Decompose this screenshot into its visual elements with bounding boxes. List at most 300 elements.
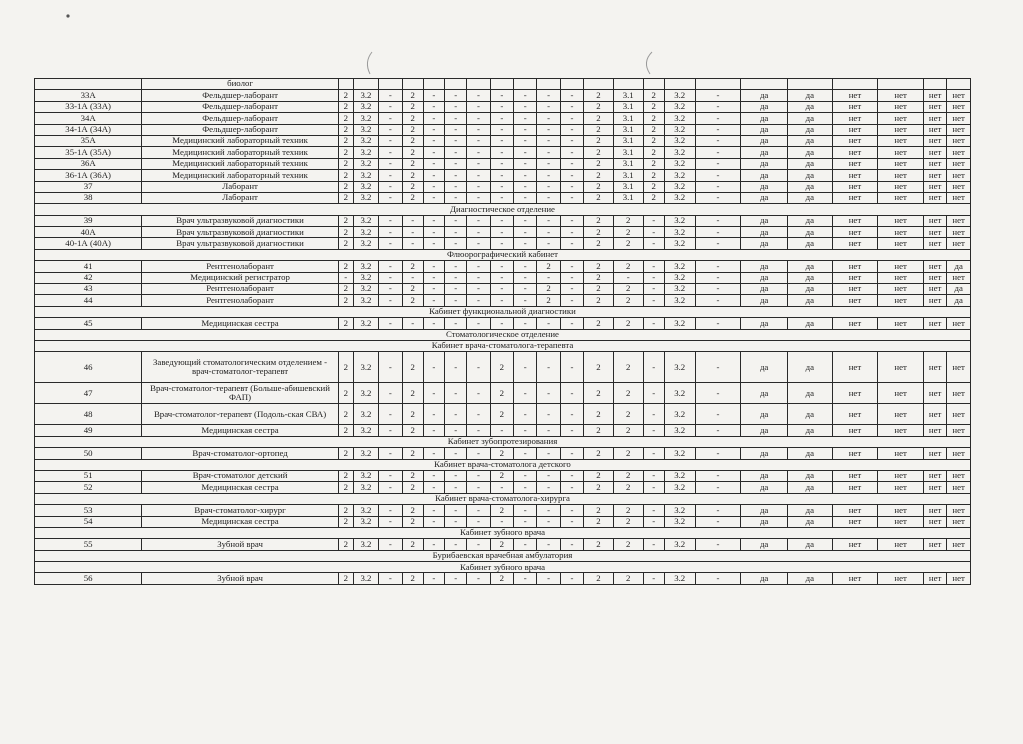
value-cell: нет: [832, 505, 878, 516]
value-cell: [695, 79, 741, 90]
value-cell: 2: [584, 170, 614, 181]
value-cell: -: [379, 90, 402, 101]
value-cell: 2: [338, 505, 353, 516]
value-cell: нет: [832, 113, 878, 124]
value-cell: -: [445, 448, 467, 459]
value-cell: -: [467, 90, 490, 101]
value-cell: 2: [338, 295, 353, 306]
value-cell: 2: [490, 573, 513, 584]
value-cell: [832, 79, 878, 90]
value-cell: [643, 79, 664, 90]
value-cell: -: [643, 425, 664, 436]
value-cell: нет: [878, 295, 924, 306]
value-cell: 2: [613, 261, 643, 272]
value-cell: 2: [338, 470, 353, 481]
value-cell: да: [788, 101, 833, 112]
value-cell: нет: [878, 404, 924, 425]
value-cell: нет: [947, 470, 971, 481]
value-cell: нет: [878, 318, 924, 329]
position-name: Заведующий стоматологическим отделением - врач-стоматолог-терапевт: [142, 352, 339, 383]
table-row: [35, 573, 971, 584]
table-row: [35, 516, 971, 527]
value-cell: -: [514, 539, 537, 550]
value-cell: [353, 79, 378, 90]
value-cell: да: [788, 147, 833, 158]
value-cell: нет: [923, 352, 946, 383]
row-number: 36-1А (36А): [35, 170, 142, 181]
value-cell: да: [741, 113, 788, 124]
value-cell: -: [560, 295, 583, 306]
value-cell: -: [537, 425, 560, 436]
value-cell: -: [445, 192, 467, 203]
value-cell: нет: [923, 170, 946, 181]
value-cell: -: [695, 383, 741, 404]
value-cell: -: [560, 101, 583, 112]
value-cell: да: [947, 261, 971, 272]
value-cell: -: [445, 135, 467, 146]
table-row: [35, 170, 971, 181]
value-cell: -: [423, 181, 444, 192]
value-cell: 3.2: [353, 90, 378, 101]
value-cell: да: [788, 215, 833, 226]
value-cell: -: [514, 215, 537, 226]
value-cell: 2: [584, 284, 614, 295]
value-cell: 3.2: [664, 101, 695, 112]
value-cell: -: [445, 272, 467, 283]
value-cell: 2: [490, 448, 513, 459]
value-cell: да: [741, 352, 788, 383]
value-cell: да: [788, 383, 833, 404]
value-cell: 2: [584, 505, 614, 516]
value-cell: нет: [923, 425, 946, 436]
value-cell: -: [490, 124, 513, 135]
value-cell: 2: [402, 158, 423, 169]
value-cell: 2: [643, 101, 664, 112]
value-cell: -: [379, 101, 402, 112]
value-cell: нет: [947, 573, 971, 584]
value-cell: -: [643, 516, 664, 527]
value-cell: -: [445, 352, 467, 383]
value-cell: нет: [947, 90, 971, 101]
value-cell: -: [379, 318, 402, 329]
value-cell: -: [514, 448, 537, 459]
table-row: [35, 181, 971, 192]
value-cell: 2: [338, 404, 353, 425]
value-cell: -: [537, 113, 560, 124]
value-cell: нет: [923, 482, 946, 493]
value-cell: нет: [878, 101, 924, 112]
position-name: Фельдшер-лаборант: [142, 101, 339, 112]
value-cell: 3.1: [613, 147, 643, 158]
value-cell: 2: [613, 482, 643, 493]
value-cell: [584, 79, 614, 90]
value-cell: -: [490, 113, 513, 124]
value-cell: да: [741, 158, 788, 169]
value-cell: -: [423, 318, 444, 329]
value-cell: да: [788, 135, 833, 146]
value-cell: 2: [338, 135, 353, 146]
row-number: 38: [35, 192, 142, 203]
value-cell: -: [560, 170, 583, 181]
position-name: Медицинская сестра: [142, 516, 339, 527]
value-cell: 3.2: [664, 539, 695, 550]
value-cell: нет: [947, 147, 971, 158]
value-cell: нет: [947, 516, 971, 527]
value-cell: 2: [613, 352, 643, 383]
value-cell: -: [560, 516, 583, 527]
value-cell: нет: [832, 482, 878, 493]
value-cell: 3.2: [353, 158, 378, 169]
value-cell: 2: [584, 101, 614, 112]
value-cell: -: [695, 238, 741, 249]
value-cell: -: [445, 158, 467, 169]
value-cell: 2: [643, 124, 664, 135]
value-cell: 3.2: [353, 539, 378, 550]
value-cell: 2: [402, 284, 423, 295]
value-cell: -: [560, 383, 583, 404]
section-title: Стоматологическое отделение: [35, 329, 971, 340]
value-cell: -: [537, 539, 560, 550]
value-cell: -: [445, 425, 467, 436]
table-row: [35, 101, 971, 112]
table-row: [35, 238, 971, 249]
value-cell: -: [514, 573, 537, 584]
value-cell: -: [423, 272, 444, 283]
value-cell: -: [423, 135, 444, 146]
value-cell: нет: [947, 170, 971, 181]
value-cell: -: [379, 573, 402, 584]
value-cell: да: [788, 90, 833, 101]
section-title: Флюорографический кабинет: [35, 249, 971, 260]
value-cell: 2: [402, 505, 423, 516]
value-cell: -: [537, 383, 560, 404]
value-cell: нет: [923, 238, 946, 249]
value-cell: нет: [923, 113, 946, 124]
value-cell: -: [445, 215, 467, 226]
value-cell: нет: [923, 158, 946, 169]
position-name: Врач-стоматолог детский: [142, 470, 339, 481]
value-cell: нет: [878, 215, 924, 226]
value-cell: 3.2: [664, 272, 695, 283]
value-cell: да: [788, 482, 833, 493]
value-cell: 2: [402, 170, 423, 181]
value-cell: 2: [643, 147, 664, 158]
value-cell: -: [695, 482, 741, 493]
value-cell: да: [741, 101, 788, 112]
value-cell: 2: [613, 505, 643, 516]
table-row: [35, 147, 971, 158]
value-cell: -: [490, 516, 513, 527]
table-row: [35, 227, 971, 238]
value-cell: -: [514, 238, 537, 249]
value-cell: да: [741, 448, 788, 459]
value-cell: нет: [878, 170, 924, 181]
value-cell: 2: [613, 227, 643, 238]
value-cell: -: [423, 295, 444, 306]
value-cell: да: [788, 573, 833, 584]
scan-mark-left: [367, 52, 372, 74]
row-number: 52: [35, 482, 142, 493]
value-cell: 3.2: [353, 135, 378, 146]
value-cell: -: [514, 318, 537, 329]
value-cell: нет: [832, 352, 878, 383]
value-cell: -: [490, 261, 513, 272]
value-cell: 2: [584, 158, 614, 169]
value-cell: -: [379, 272, 402, 283]
section-title: Бурибаевская врачебная амбулатория: [35, 550, 971, 561]
value-cell: нет: [923, 192, 946, 203]
value-cell: 2: [643, 181, 664, 192]
value-cell: -: [445, 318, 467, 329]
value-cell: нет: [832, 158, 878, 169]
value-cell: [537, 79, 560, 90]
value-cell: -: [467, 284, 490, 295]
position-name: Врач ультразвуковой диагностики: [142, 227, 339, 238]
value-cell: -: [467, 101, 490, 112]
value-cell: -: [537, 147, 560, 158]
value-cell: -: [467, 113, 490, 124]
value-cell: -: [379, 295, 402, 306]
value-cell: 3.2: [664, 147, 695, 158]
value-cell: [379, 79, 402, 90]
value-cell: -: [695, 192, 741, 203]
value-cell: да: [788, 295, 833, 306]
table-row: [35, 215, 971, 226]
value-cell: -: [537, 170, 560, 181]
value-cell: нет: [878, 124, 924, 135]
value-cell: да: [788, 516, 833, 527]
value-cell: нет: [832, 383, 878, 404]
value-cell: 2: [584, 383, 614, 404]
value-cell: -: [467, 470, 490, 481]
value-cell: да: [741, 90, 788, 101]
value-cell: -: [467, 238, 490, 249]
row-number: 45: [35, 318, 142, 329]
value-cell: 2: [490, 383, 513, 404]
position-name: Медицинская сестра: [142, 425, 339, 436]
value-cell: 2: [613, 295, 643, 306]
value-cell: -: [695, 124, 741, 135]
value-cell: нет: [832, 425, 878, 436]
value-cell: -: [379, 113, 402, 124]
value-cell: -: [514, 505, 537, 516]
row-number: 35А: [35, 135, 142, 146]
position-name: Фельдшер-лаборант: [142, 90, 339, 101]
value-cell: -: [490, 227, 513, 238]
value-cell: да: [788, 470, 833, 481]
value-cell: -: [560, 404, 583, 425]
value-cell: [788, 79, 833, 90]
value-cell: [338, 79, 353, 90]
value-cell: нет: [947, 113, 971, 124]
position-name: Медицинский регистратор: [142, 272, 339, 283]
value-cell: -: [514, 147, 537, 158]
value-cell: да: [741, 295, 788, 306]
value-cell: нет: [923, 101, 946, 112]
value-cell: -: [560, 238, 583, 249]
value-cell: -: [445, 516, 467, 527]
value-cell: -: [490, 215, 513, 226]
value-cell: нет: [878, 147, 924, 158]
value-cell: -: [695, 261, 741, 272]
section-row: [35, 329, 971, 340]
value-cell: 3.2: [664, 158, 695, 169]
value-cell: -: [643, 295, 664, 306]
table-row: [35, 284, 971, 295]
value-cell: -: [514, 170, 537, 181]
value-cell: нет: [947, 272, 971, 283]
value-cell: -: [423, 425, 444, 436]
section-row: [35, 436, 971, 447]
value-cell: 2: [613, 470, 643, 481]
value-cell: нет: [832, 101, 878, 112]
value-cell: -: [695, 539, 741, 550]
value-cell: -: [514, 135, 537, 146]
row-number: 53: [35, 505, 142, 516]
value-cell: -: [467, 404, 490, 425]
value-cell: -: [695, 181, 741, 192]
value-cell: 2: [643, 192, 664, 203]
value-cell: нет: [878, 192, 924, 203]
position-name: Врач-стоматолог-хирург: [142, 505, 339, 516]
value-cell: нет: [878, 284, 924, 295]
value-cell: -: [379, 383, 402, 404]
row-number: 55: [35, 539, 142, 550]
value-cell: 2: [613, 539, 643, 550]
section-row: [35, 527, 971, 538]
value-cell: -: [467, 425, 490, 436]
value-cell: да: [741, 272, 788, 283]
value-cell: -: [445, 295, 467, 306]
value-cell: -: [695, 135, 741, 146]
value-cell: 3.2: [664, 261, 695, 272]
value-cell: -: [423, 124, 444, 135]
value-cell: 2: [338, 124, 353, 135]
value-cell: 2: [338, 113, 353, 124]
value-cell: -: [423, 383, 444, 404]
value-cell: 2: [613, 215, 643, 226]
value-cell: -: [643, 284, 664, 295]
position-name: Медицинский лабораторный техник: [142, 170, 339, 181]
value-cell: 2: [338, 261, 353, 272]
row-number: 41: [35, 261, 142, 272]
value-cell: -: [643, 272, 664, 283]
value-cell: 3.2: [664, 227, 695, 238]
value-cell: 2: [402, 261, 423, 272]
table-row: [35, 272, 971, 283]
table-row: [35, 79, 971, 90]
value-cell: -: [445, 181, 467, 192]
value-cell: нет: [832, 272, 878, 283]
value-cell: 2: [584, 295, 614, 306]
section-row: [35, 306, 971, 317]
value-cell: 2: [338, 90, 353, 101]
position-name: Медицинский лабораторный техник: [142, 147, 339, 158]
value-cell: -: [379, 192, 402, 203]
value-cell: -: [514, 101, 537, 112]
value-cell: 2: [584, 482, 614, 493]
value-cell: 3.2: [664, 295, 695, 306]
table-row: [35, 505, 971, 516]
value-cell: 2: [402, 124, 423, 135]
value-cell: -: [695, 425, 741, 436]
value-cell: -: [467, 482, 490, 493]
value-cell: 2: [402, 295, 423, 306]
value-cell: -: [560, 470, 583, 481]
value-cell: -: [537, 124, 560, 135]
value-cell: 2: [584, 113, 614, 124]
value-cell: 2: [338, 383, 353, 404]
value-cell: да: [741, 181, 788, 192]
value-cell: нет: [832, 448, 878, 459]
value-cell: -: [379, 448, 402, 459]
value-cell: -: [613, 272, 643, 283]
value-cell: 3.2: [353, 170, 378, 181]
value-cell: -: [514, 295, 537, 306]
value-cell: нет: [832, 318, 878, 329]
value-cell: нет: [832, 238, 878, 249]
value-cell: 3.2: [353, 147, 378, 158]
position-name: Врач-стоматолог-ортопед: [142, 448, 339, 459]
value-cell: 3.1: [613, 158, 643, 169]
section-row: [35, 562, 971, 573]
value-cell: нет: [832, 192, 878, 203]
section-title: Кабинет функциональной диагностики: [35, 306, 971, 317]
value-cell: нет: [947, 227, 971, 238]
value-cell: -: [560, 352, 583, 383]
row-number: 35-1А (35А): [35, 147, 142, 158]
value-cell: -: [379, 404, 402, 425]
value-cell: -: [560, 261, 583, 272]
value-cell: да: [741, 135, 788, 146]
value-cell: 3.2: [353, 482, 378, 493]
value-cell: нет: [923, 505, 946, 516]
row-number: 39: [35, 215, 142, 226]
value-cell: -: [695, 90, 741, 101]
value-cell: -: [695, 113, 741, 124]
value-cell: -: [379, 181, 402, 192]
value-cell: 3.2: [664, 192, 695, 203]
section-title: Кабинет врача-стоматолога-хирурга: [35, 493, 971, 504]
value-cell: -: [560, 215, 583, 226]
value-cell: 2: [613, 318, 643, 329]
value-cell: -: [379, 158, 402, 169]
value-cell: 3.1: [613, 113, 643, 124]
value-cell: 3.2: [353, 425, 378, 436]
value-cell: -: [643, 238, 664, 249]
value-cell: да: [788, 261, 833, 272]
value-cell: 2: [338, 192, 353, 203]
value-cell: -: [467, 147, 490, 158]
value-cell: 3.2: [353, 516, 378, 527]
value-cell: нет: [832, 147, 878, 158]
section-title: Кабинет зубного врача: [35, 527, 971, 538]
value-cell: -: [379, 425, 402, 436]
position-name: Врач ультразвуковой диагностики: [142, 215, 339, 226]
table-row: [35, 539, 971, 550]
value-cell: 3.2: [353, 383, 378, 404]
value-cell: 3.2: [664, 284, 695, 295]
value-cell: -: [402, 318, 423, 329]
value-cell: 2: [613, 284, 643, 295]
table-row: [35, 448, 971, 459]
value-cell: 2: [338, 227, 353, 238]
position-name: Медицинская сестра: [142, 318, 339, 329]
value-cell: -: [379, 170, 402, 181]
value-cell: 3.2: [664, 516, 695, 527]
value-cell: да: [788, 181, 833, 192]
value-cell: -: [379, 284, 402, 295]
